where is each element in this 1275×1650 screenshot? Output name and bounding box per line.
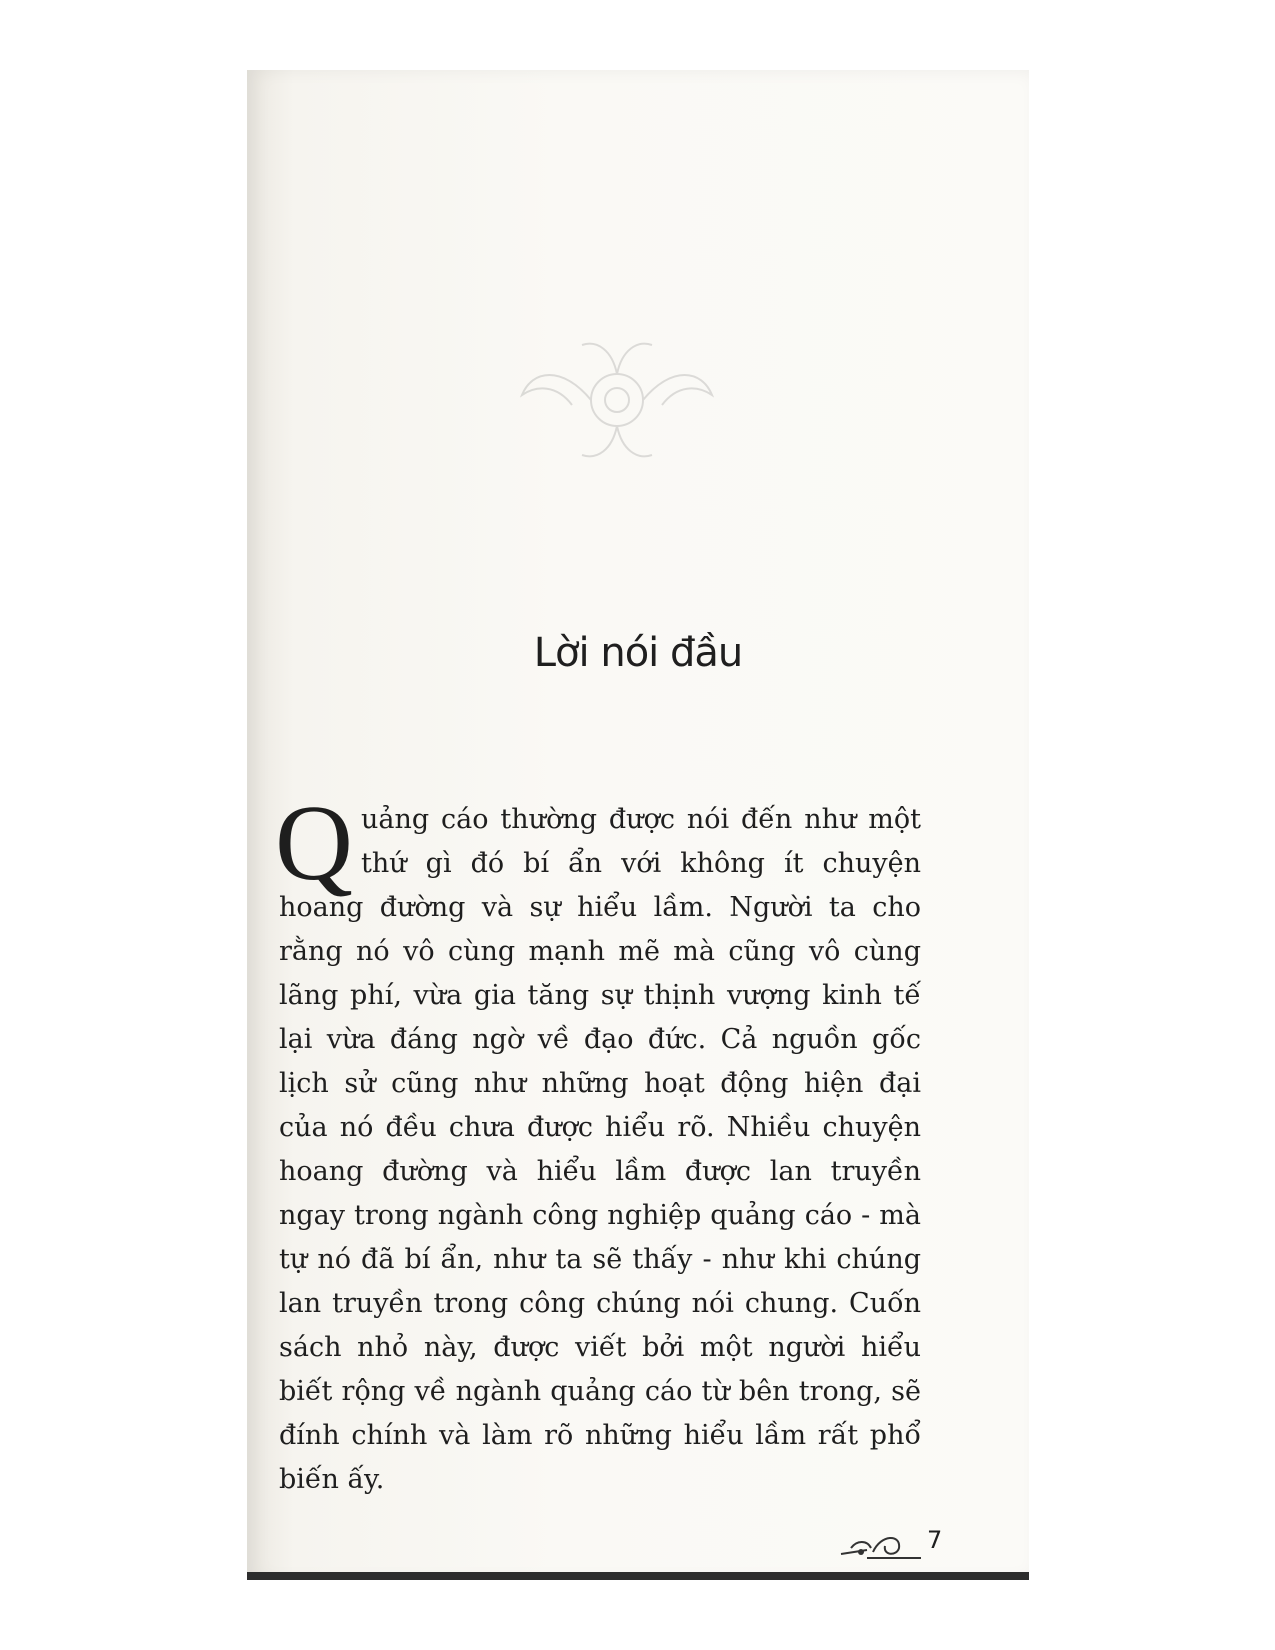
page-edge — [247, 1572, 1029, 1580]
body-text: uảng cáo thường được nói đến như một thứ gì đó bí ẩn với không ít chuyện hoang đường và sự hiểu lầm. Người ta cho rằng nó vô cùng mạnh mẽ mà cũng vô cùng lãng phí, vừa gia tăng sự thịnh vượng kinh tế lại vừa đáng ngờ về đạo đức. Cả nguồn gốc lịch sử cũng như những hoạt động hiện đại của nó đều chưa được hiểu rõ. Nhiều chuyện hoang đường và hiểu lầm được lan truyền ngay trong ngành công nghiệp quảng cáo - mà tự nó đã bí ẩn, như ta sẽ thấy - như khi chúng lan truyền trong công chúng nói chung. Cuốn sách nhỏ này, được viết bởi một người hiểu biết rộng về ngành quảng cáo từ bên trong, sẽ đính chính và làm rõ những hiểu lầm rất phổ biến ấy. — [279, 804, 921, 1495]
body-paragraph — [275, 784, 921, 1502]
decorative-ornament-icon — [502, 325, 732, 475]
chapter-title: Lời nói đầu — [533, 630, 743, 676]
flourish-icon — [837, 1530, 923, 1562]
book-page — [247, 70, 1029, 1580]
page-footer — [837, 1526, 957, 1566]
page-number: 7 — [927, 1526, 943, 1554]
drop-cap: Q — [275, 784, 353, 903]
